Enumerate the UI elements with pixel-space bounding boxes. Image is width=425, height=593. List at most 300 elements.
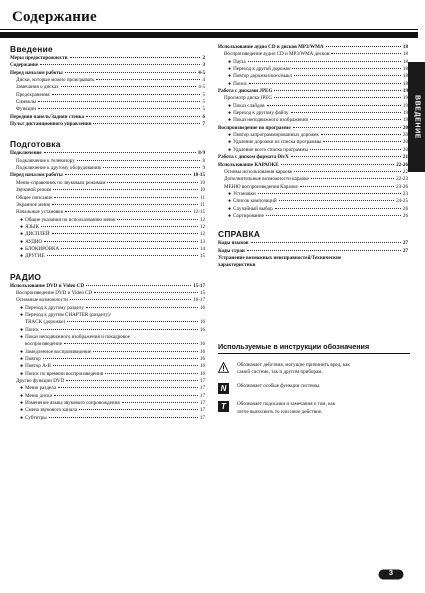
toc-entry [10,55,205,62]
toc-page-number: 12 [199,223,205,230]
toc-entry-label [20,253,45,260]
toc-entry-text: Меры предосторожности [10,55,68,61]
toc-entry-text: Удаление дорожки из списка программы [233,139,322,146]
toc-entry [218,184,408,191]
toc-page-number: 22-26 [396,161,408,168]
toc-page-number: 20 [402,139,408,146]
bullet-icon: ● [228,212,232,219]
symbol-text-line: Обозначает действия, могущие причинить вред, как [237,362,350,368]
toc-list [218,240,408,269]
symbol-text-line: Обозначает подсказки и замечания о том, как [237,401,336,408]
toc-page-number: 21 [402,154,408,161]
dot-leader [49,417,198,418]
dot-leader [105,373,198,374]
tip-icon-glyph: T [218,401,229,412]
toc-entry-label [16,202,50,209]
toc-page-number: 17 [199,400,205,407]
dot-leader [266,215,401,216]
symbol-description [237,383,320,390]
toc-page-number: 20 [402,124,408,131]
dot-leader [291,156,401,157]
toc-entry-label [20,356,41,363]
toc-entry [10,239,205,246]
toc-entry-text: Основы использования караоке [224,168,293,175]
toc-page-number: 8-9 [198,150,205,157]
toc-page-number: 23-26 [396,183,408,190]
toc-entry-label [228,139,321,146]
dot-leader [294,171,401,172]
toc-entry-text: Работа с дисками JPEG [218,88,273,95]
dot-leader [54,395,198,396]
toc-entry-text: Список композиций [233,198,277,205]
header-thick-rule [0,32,418,38]
toc-page-number: 16 [199,341,205,348]
bullet-icon: ● [228,139,232,146]
toc-entry-label [228,103,265,110]
toc-entry-text: Повтор [25,356,41,363]
toc-page-number: 17 [199,392,205,399]
toc-entry-text: Дополнительные возможности караоке [224,176,309,183]
bullet-icon: ● [20,334,24,340]
dot-leader [310,119,401,120]
toc-entry-text: МЕНЮ воспроизведения Караоке [224,183,298,190]
toc-entry-label [224,184,298,191]
toc-entry-label [20,393,52,400]
dot-leader [321,134,401,135]
toc-entry-text: Повтор A-B [25,363,51,370]
toc-entry-text: Замечания о дисках [16,84,59,91]
toc-entry-label [228,117,308,124]
toc-entry-text: Перед началом работы [10,69,63,76]
bullet-icon: ● [20,216,24,223]
toc-entry-label [228,198,277,205]
symbol-text-line: самой системе, так и другим приборам. [237,369,323,376]
toc-page-number: 16-17 [193,297,205,304]
bullet-icon: ● [20,231,24,238]
bullet-icon: ● [20,370,24,377]
bullet-icon: ● [228,102,232,109]
symbol-row [218,383,410,394]
toc-page-number: 18 [402,58,408,65]
warning-icon [218,362,229,373]
toc-entry-text: Поиск [25,326,39,333]
toc-entry-text: Показ неподвижного изображения [233,117,308,124]
toc-page-number: 17 [199,414,205,421]
toc-entry [10,283,205,290]
dot-leader [103,167,200,168]
symbol-description [237,401,335,415]
page-title: Содержание [12,9,97,25]
toc-entry-label [228,132,319,139]
toc-entry-text: Подключение к телевизору [16,157,75,164]
dot-leader [53,365,198,366]
toc-page-number: 17 [199,378,205,385]
toc-entry-text: ЯЗЫК [25,223,39,230]
symbols-section [218,342,410,423]
toc-entry-text: Предохранения [16,91,50,98]
toc-entry-text: Подключение [10,150,42,157]
dot-leader [93,123,200,124]
dot-leader [86,285,191,286]
toc-entry [10,92,205,99]
dot-leader [292,68,400,69]
page-number-badge [378,567,404,578]
toc-entry-text: Использование аудио CD и дисков MP3/WMA [218,44,324,50]
toc-entry-label [20,334,130,341]
toc-entry [10,363,205,370]
dot-leader [61,86,197,87]
toc-page-number: 26 [402,212,408,219]
symbol-row [218,401,410,415]
toc-entry [218,59,408,66]
toc-entry-label [20,305,84,312]
dot-leader [311,178,394,179]
toc-entry-text: Субтитры [25,414,47,421]
dot-leader [86,116,200,117]
toc-page-number: 10-15 [193,172,205,179]
toc-entry-text: Перед началом работы [10,172,63,179]
toc-entry [10,217,205,224]
toc-list [10,150,205,260]
toc-entry [10,209,205,216]
toc-entry [10,77,205,84]
toc-page-number: 4-5 [198,69,205,76]
bullet-icon: ● [20,400,24,407]
toc-page-number: 16 [199,326,205,333]
toc-entry-label [16,187,51,194]
toc-entry-label [20,349,91,356]
bullet-icon: ● [228,80,232,87]
toc-entry [218,103,408,110]
toc-entry-label [16,195,52,202]
dot-leader [267,105,401,106]
toc-entry-label [20,327,39,334]
toc-page-number: 8 [202,157,205,164]
dot-leader [52,204,198,205]
toc-entry [10,114,205,121]
toc-entry [10,187,205,194]
toc-entry-text: Меню раздела [25,385,56,392]
dot-leader [65,211,191,212]
dot-leader [66,380,198,381]
toc-page-number: 27 [402,240,408,247]
bullet-icon: ● [228,58,232,65]
toc-entry-label [10,150,42,157]
bullet-icon: ● [20,304,24,311]
toc-page-number: 9 [202,165,205,172]
toc-entry-text: Воспроизведение DVD и Video CD [16,289,93,296]
bullet-icon: ● [20,238,24,245]
dot-leader [79,409,198,410]
toc-page-number: 18 [402,44,408,50]
toc-entry [10,150,205,157]
bullet-icon: ● [228,146,232,153]
toc-entry-text: ДИСПЛЕЙ [25,231,50,238]
toc-entry-text: Изменение языка звукового сопровождения [25,400,120,407]
section-heading: Введение [10,44,53,54]
dot-leader [107,182,197,183]
toc-page-number: 15 [199,289,205,296]
toc-entry [218,132,408,139]
toc-entry [10,400,205,407]
toc-entry-text: Переход к другой дорожке [233,66,291,73]
dot-leader [279,200,395,201]
toc-entry-label [224,95,272,102]
toc-list [10,55,205,128]
dot-leader [323,141,401,142]
toc-entry [10,84,205,91]
toc-entry-text: Использование DVD и Video CD [10,282,85,289]
symbol-text-line: Обозначает особые функции системы. [237,383,321,390]
toc-entry-text: Установки [233,190,256,197]
toc-entry [218,44,408,51]
dot-leader [251,242,401,243]
bullet-icon: ● [20,363,24,370]
toc-entry-text: воспроизведение [25,341,62,348]
toc-entry-label [16,209,63,216]
bullet-icon: ● [20,356,24,363]
toc-entry-label [25,319,65,326]
toc-left-column [10,44,205,422]
dot-leader [300,186,394,187]
dot-leader [70,57,201,58]
dot-leader [40,64,200,65]
toc-page-number: 13 [199,238,205,245]
toc-entry [10,246,205,253]
toc-page-number: 19 [402,117,408,124]
note-icon [218,383,229,394]
toc-list [218,44,408,220]
side-tab-label: ВВЕДЕНИЕ [413,95,420,139]
toc-entry [218,139,408,146]
toc-page-number: 12-15 [193,209,205,216]
toc-page-number: 14 [199,245,205,252]
page-header [0,0,425,40]
toc-entry-label [224,51,329,58]
toc-entry-text: Звуковой режим [16,187,52,194]
toc-page-number: 16 [199,304,205,311]
toc-entry-label [16,297,68,304]
toc-entry [10,62,205,69]
toc-entry-text: Коды стран [218,247,245,254]
toc-entry [218,81,408,88]
toc-entry-text: Функции [16,106,36,113]
toc-entry [10,99,205,106]
toc-entry-text: Работа с диском формата DivX [218,154,289,161]
bullet-icon: ● [228,190,232,197]
toc-entry-text: Коды языков [218,240,249,247]
dot-leader [67,321,198,322]
bullet-icon: ● [20,414,24,421]
toc-entry [10,297,205,304]
toc-entry-text: Переход к другим CHAPTER (разделу)/ [25,311,112,318]
toc-entry [218,213,408,220]
toc-entry-label [218,248,245,255]
toc-page-number: 16 [199,370,205,377]
toc-entry-text: характеристики [218,262,256,269]
toc-entry-text: TRACK (дорожке) [25,319,66,326]
toc-entry-text: Общие указания по использованию меню [25,216,116,223]
toc-entry-label [10,114,84,121]
toc-entry-label [218,154,289,161]
toc-entry [10,385,205,392]
toc-page-number: 3 [202,62,205,69]
toc-entry-label [218,44,324,51]
toc-entry-label [218,88,272,95]
dot-leader [258,193,401,194]
toc-entry-label [20,385,56,392]
bullet-icon: ● [20,407,24,414]
toc-page-number: 11 [200,194,205,201]
dot-leader [310,149,401,150]
toc-page-number: 5 [202,99,205,106]
toc-entry-text: Воспроизведение по программе [218,124,291,131]
bullet-icon: ● [20,392,24,399]
toc-entry [10,319,205,326]
toc-entry [10,121,205,128]
toc-entry [218,125,408,132]
toc-entry-label [16,77,94,84]
dot-leader [93,351,198,352]
toc-page-number: 18 [402,66,408,73]
toc-entry-label [16,378,64,385]
toc-page-number: 24-25 [396,198,408,205]
toc-entry-label [10,172,63,179]
toc-entry-label [16,84,59,91]
dot-leader [86,307,198,308]
toc-page-number: 2 [202,55,205,61]
toc-page-number: 27 [402,247,408,254]
toc-entry-text: Начальные установки [16,209,64,216]
toc-page-number: 16 [199,356,205,363]
toc-entry [218,95,408,102]
note-icon-glyph: N [218,383,229,394]
toc-entry-label [228,206,273,213]
toc-entry-text: БЛОКИРОВКА [25,245,60,252]
dot-leader [52,94,201,95]
toc-entry [218,117,408,124]
dot-leader [117,219,198,220]
dot-leader [38,108,201,109]
symbol-description [237,362,350,376]
toc-page-number: 16 [199,348,205,355]
toc-entry-text: Пауза [233,58,246,65]
toc-page-number: 12 [199,216,205,223]
symbols-rule [218,353,410,354]
dot-leader [247,250,401,251]
toc-entry [218,248,408,255]
toc-entry-text: Переход к другому разделу [25,304,84,311]
toc-entry-label [228,73,292,80]
dot-leader [64,343,198,344]
dot-leader [44,152,197,153]
dot-leader [326,46,401,47]
toc-entry-label [10,62,38,69]
bullet-icon: ● [20,253,24,260]
bullet-icon: ● [20,326,24,333]
bullet-icon: ● [228,73,232,80]
bullet-icon: ● [228,66,232,73]
toc-entry [10,202,205,209]
toc-entry-label [20,217,115,224]
toc-entry [218,255,408,262]
dot-leader [291,112,401,113]
dot-leader [122,402,198,403]
toc-entry-label [228,59,246,66]
toc-page-number: 22 [402,168,408,175]
bullet-icon: ● [228,205,232,212]
toc-page-number: 26 [402,205,408,212]
toc-entry [10,349,205,356]
toc-entry-label [10,55,68,62]
toc-entry-text: Удаление всего списка программы [233,146,308,153]
dot-leader [65,72,196,73]
toc-entry-label [224,169,292,176]
toc-entry-text: Переход к другому файлу [233,110,289,117]
bullet-icon: ● [20,223,24,230]
toc-entry [10,70,205,77]
toc-page-number: 23 [402,190,408,197]
toc-entry-text: Другие функции DVD [16,378,65,385]
toc-entry-label [16,99,36,106]
toc-entry-label [10,70,63,77]
toc-page-number: 16 [199,363,205,370]
toc-entry-text: Меню диска [25,392,52,399]
toc-entry-text: Использование КАРАОКЕ [218,161,279,168]
toc-entry [218,154,408,161]
dot-leader [281,164,394,165]
dot-leader [58,387,198,388]
toc-entry-label [25,341,62,348]
toc-entry-text: Показ слайдов [233,102,265,109]
toc-entry-text: Диски, которые можно проигрывать [16,77,95,84]
toc-entry-label [218,255,341,262]
toc-entry-text: Содержание [10,62,39,69]
toc-page-number: 16 [199,319,205,326]
toc-entry [218,206,408,213]
toc-entry [10,407,205,414]
toc-entry [218,88,408,95]
dot-leader [331,53,401,54]
toc-entry-label [10,121,91,128]
toc-entry-text: Поиск по времени воспроизведения [25,370,104,377]
toc-page-number: 15-17 [193,282,205,289]
toc-entry-text: Повтор дорожки/всех/выкл [233,73,293,80]
toc-entry [218,162,408,169]
toc-entry-label [16,106,36,113]
toc-page-number: 20 [402,146,408,153]
bullet-icon: ● [228,110,232,117]
toc-entry-label [20,407,77,414]
dot-leader [77,160,201,161]
bullet-icon: ● [20,348,24,355]
dot-leader [43,358,198,359]
toc-entry-text: Передняя панель/Задняя стенка [10,113,85,120]
toc-page-number: 19 [402,110,408,117]
toc-entry-text: Основные возможности [16,297,68,304]
toc-page-number: 18 [402,51,408,58]
toc-entry-text: АУДИО [25,238,43,245]
toc-entry-label [20,231,50,238]
dot-leader [41,226,198,227]
toc-page-number: 15 [199,253,205,260]
toc-entry-label [20,400,120,407]
toc-entry [10,327,205,334]
toc-entry-text: Случайный выбор [233,205,273,212]
dot-leader [41,329,198,330]
toc-entry-label [228,213,264,220]
symbol-text-line: легче выполнить то или иное действие. [237,408,323,415]
